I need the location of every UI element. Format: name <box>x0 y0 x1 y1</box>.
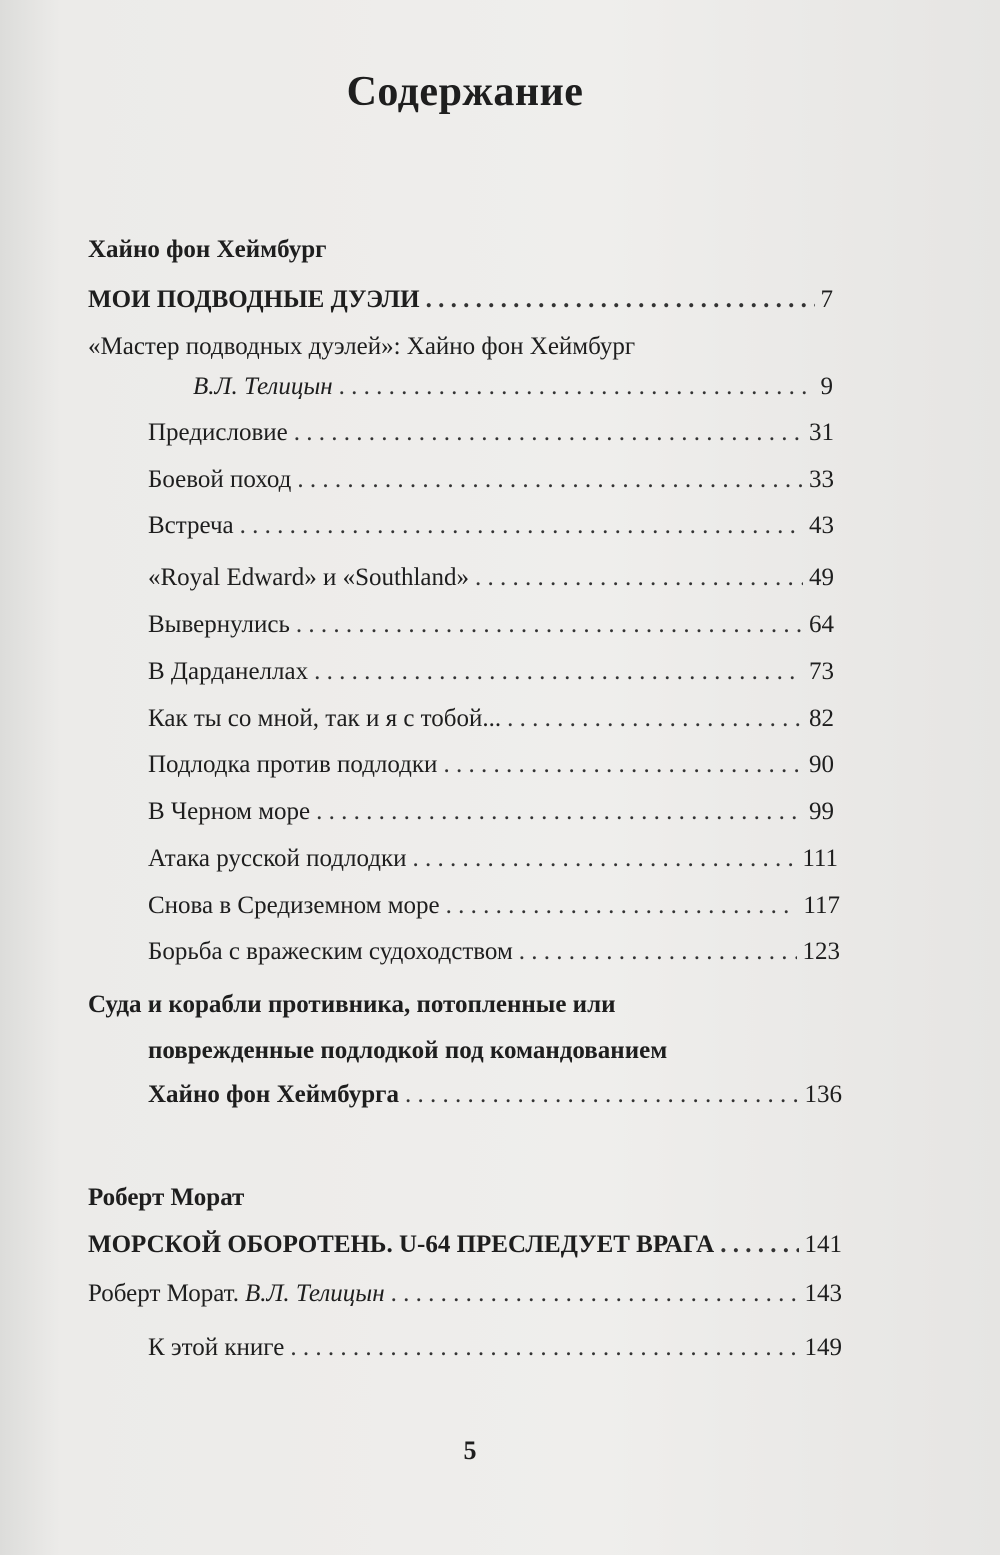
toc-entry-page: 33 <box>809 466 834 493</box>
toc-entry-title: МОРСКОЙ ОБОРОТЕНЬ. U-64 ПРЕСЛЕДУЕТ ВРАГА <box>88 1231 715 1258</box>
toc-entry-page: 43 <box>809 512 834 539</box>
page-title: Содержание <box>346 69 584 115</box>
toc-entry-title: Подлодка против подлодки <box>148 751 438 778</box>
leader-dots <box>519 937 797 967</box>
toc-entry-part2-intro[interactable] <box>88 1279 842 1309</box>
toc-entry-title: «Royal Edward» и «Southland» <box>148 564 469 591</box>
part2-author: Роберт Морат <box>88 1184 245 1211</box>
leader-dots <box>290 1333 798 1363</box>
toc-entry-chapter[interactable] <box>148 657 834 687</box>
toc-entry-prefix: Роберт Морат. <box>88 1280 239 1307</box>
toc-entry-title: Вывернулись <box>148 611 290 638</box>
toc-entry-chapter[interactable] <box>148 704 834 734</box>
leader-dots <box>314 657 803 687</box>
toc-entry-chapter[interactable] <box>148 511 834 541</box>
leader-dots <box>405 1080 799 1110</box>
toc-entry-title: В Дарданеллах <box>148 658 309 685</box>
toc-entry-page: 141 <box>804 1231 842 1258</box>
toc-entry-title: Снова в Средиземном море <box>148 892 440 919</box>
leader-dots <box>475 563 803 593</box>
toc-entry-chapter[interactable] <box>148 891 840 921</box>
toc-entry-chapter[interactable] <box>148 465 834 495</box>
toc-entry-title: Как ты со мной, так и я с тобой... <box>148 705 502 732</box>
toc-entry-part1-intro[interactable] <box>193 372 833 402</box>
part1-author: Хайно фон Хеймбург <box>88 236 327 263</box>
leader-dots <box>294 418 803 448</box>
leader-dots <box>720 1230 798 1260</box>
toc-entry-page: 64 <box>809 611 834 638</box>
toc-entry-title: Предисловие <box>148 419 288 446</box>
toc-entry-chapter[interactable] <box>148 1333 842 1363</box>
toc-entry-page: 90 <box>809 751 834 778</box>
appendix-title-line2: поврежденные подлодкой под командованием <box>148 1037 668 1064</box>
toc-entry-chapter[interactable] <box>148 844 838 874</box>
toc-entry-chapter[interactable] <box>148 610 834 640</box>
toc-entry-title: Борьба с вражеским судоходством <box>148 938 513 965</box>
toc-entry-page: 123 <box>802 938 840 965</box>
toc-entry-title: К этой книге <box>148 1334 285 1361</box>
toc-entry-title: МОИ ПОДВОДНЫЕ ДУЭЛИ <box>88 286 420 313</box>
toc-entry-part1-book[interactable] <box>88 285 833 315</box>
leader-dots <box>240 511 803 541</box>
leader-dots <box>507 704 803 734</box>
toc-entry-chapter[interactable] <box>148 563 834 593</box>
toc-entry-page: 117 <box>803 892 840 919</box>
toc-entry-page: 9 <box>820 373 833 400</box>
toc-entry-chapter[interactable] <box>148 937 840 967</box>
toc-entry-appendix[interactable] <box>148 1080 842 1110</box>
leader-dots <box>297 465 803 495</box>
toc-entry-page: 7 <box>820 286 833 313</box>
toc-entry-page: 31 <box>809 419 834 446</box>
toc-entry-part2-book[interactable] <box>88 1230 842 1260</box>
toc-entry-page: 99 <box>809 798 834 825</box>
toc-entry-page: 111 <box>802 845 838 872</box>
leader-dots <box>391 1279 799 1309</box>
leader-dots <box>443 750 803 780</box>
leader-dots <box>446 891 798 921</box>
toc-entry-author: В.Л. Телицын <box>244 1280 385 1307</box>
toc-entry-title: Хайно фон Хеймбурга <box>148 1081 399 1108</box>
toc-entry-page: 49 <box>809 564 834 591</box>
leader-dots <box>296 610 803 640</box>
leader-dots <box>339 372 815 402</box>
toc-entry-chapter[interactable] <box>148 418 834 448</box>
toc-entry-chapter[interactable] <box>148 750 834 780</box>
toc-entry-title: Атака русской подлодки <box>148 845 407 872</box>
toc-entry-title: В Черном море <box>148 798 311 825</box>
toc-entry-page: 143 <box>804 1280 842 1307</box>
leader-dots <box>413 844 797 874</box>
toc-entry-page: 82 <box>809 705 834 732</box>
leader-dots <box>316 797 803 827</box>
page-number: 5 <box>463 1436 477 1465</box>
toc-entry-chapter[interactable] <box>148 797 834 827</box>
toc-entry-title: Встреча <box>148 512 234 539</box>
leader-dots <box>426 285 815 315</box>
toc-entry-author: В.Л. Телицын <box>193 373 333 400</box>
toc-entry-page: 136 <box>804 1081 842 1108</box>
part1-intro-title: «Мастер подводных дуэлей»: Хайно фон Хеймбург <box>88 333 636 360</box>
appendix-title-line1: Суда и корабли противника, потопленные или <box>88 991 616 1018</box>
toc-entry-page: 149 <box>804 1334 842 1361</box>
toc-entry-page: 73 <box>809 658 834 685</box>
toc-entry-title: Боевой поход <box>148 466 292 493</box>
